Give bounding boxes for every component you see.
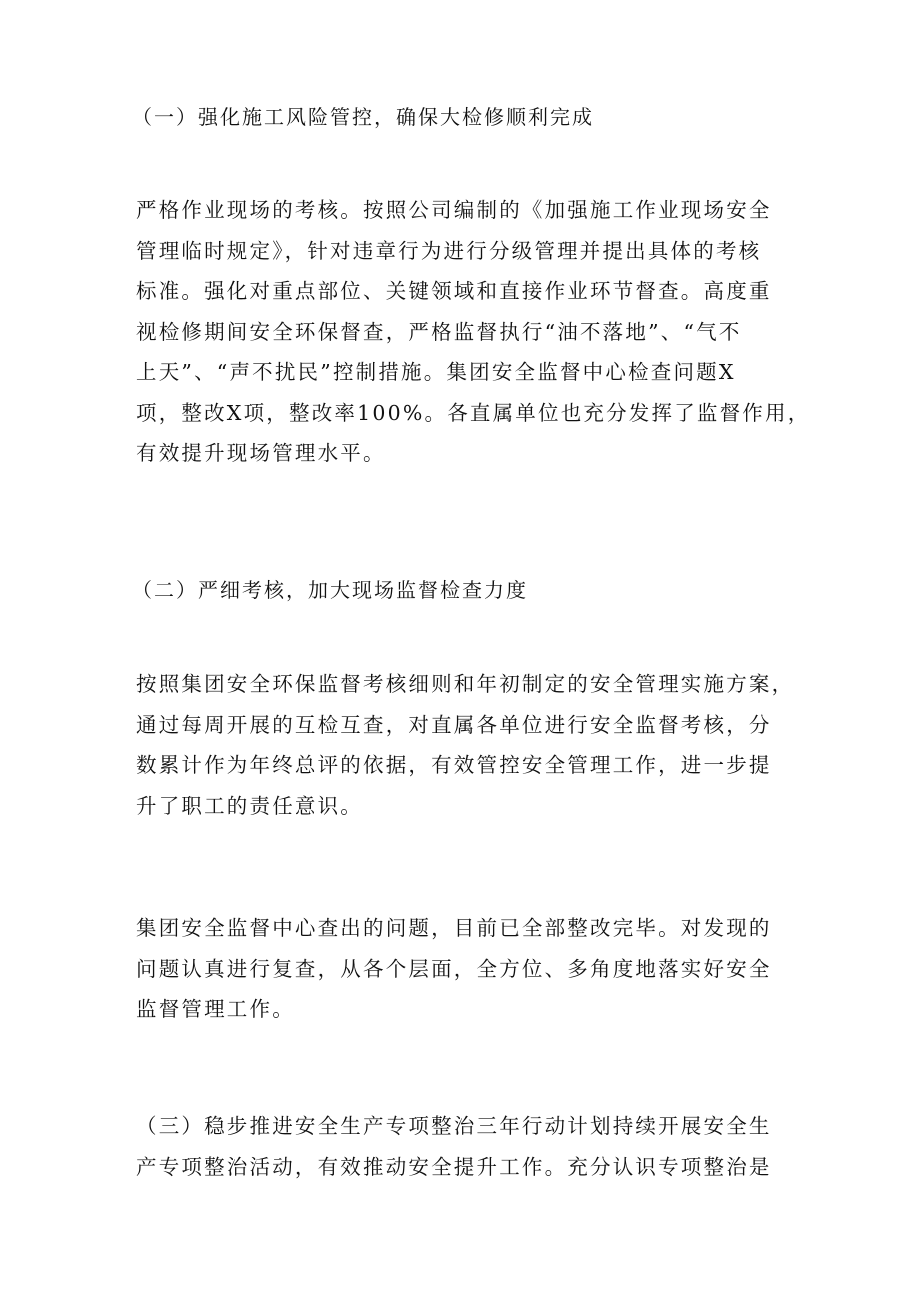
section-heading-1: （一）强化施工风险管控，确保大检修顺利完成 [132,105,594,129]
paragraph-line: 监督管理工作。 [136,997,295,1021]
paragraph-2 [136,664,795,826]
paragraph-line: 有效提升现场管理水平。 [136,441,386,465]
paragraph-line: 严格作业现场的考核。按照公司编制的《加强施工作业现场安全 [136,198,772,222]
paragraph-line: 项，整改X项，整改率100%。各直属单位也充分发挥了监督作用， [136,400,811,425]
paragraph-line: 上天”、“声不扰民”控制措施。集团安全监督中心检查问题X [136,360,736,384]
paragraph-4 [136,1106,792,1187]
paragraph-1 [136,190,811,474]
paragraph-line: 通过每周开展的互检互查，对直属各单位进行安全监督考核，分 [136,712,772,737]
paragraph-line: 升了职工的责任意识。 [136,793,363,818]
paragraph-line: 问题认真进行复查，从各个层面，全方位、多角度地落实好安全 [136,956,772,981]
paragraph-line: 数累计作为年终总评的依据，有效管控安全管理工作，进一步提 [136,753,772,777]
paragraph-line: 管理临时规定》，针对违章行为进行分级管理并提出具体的考核 [136,238,762,263]
paragraph-3 [136,908,792,1030]
paragraph-line: 集团安全监督中心查出的问题，目前已全部整改完毕。对发现的 [136,916,772,940]
section-heading-2: （二）严细考核，加大现场监督检查力度 [132,578,528,602]
paragraph-line: 按照集团安全环保监督考核细则和年初制定的安全管理实施方案， [136,672,795,696]
paragraph-line: 产专项整治活动，有效推动安全提升工作。充分认识专项整治是 [136,1154,772,1179]
paragraph-line: （三）稳步推进安全生产专项整治三年行动计划持续开展安全生 [136,1114,772,1138]
paragraph-line: 标准。强化对重点部位、关键领域和直接作业环节督查。高度重 [136,279,772,303]
paragraph-line: 视检修期间安全环保督查，严格监督执行“油不落地”、“气不 [136,319,742,344]
